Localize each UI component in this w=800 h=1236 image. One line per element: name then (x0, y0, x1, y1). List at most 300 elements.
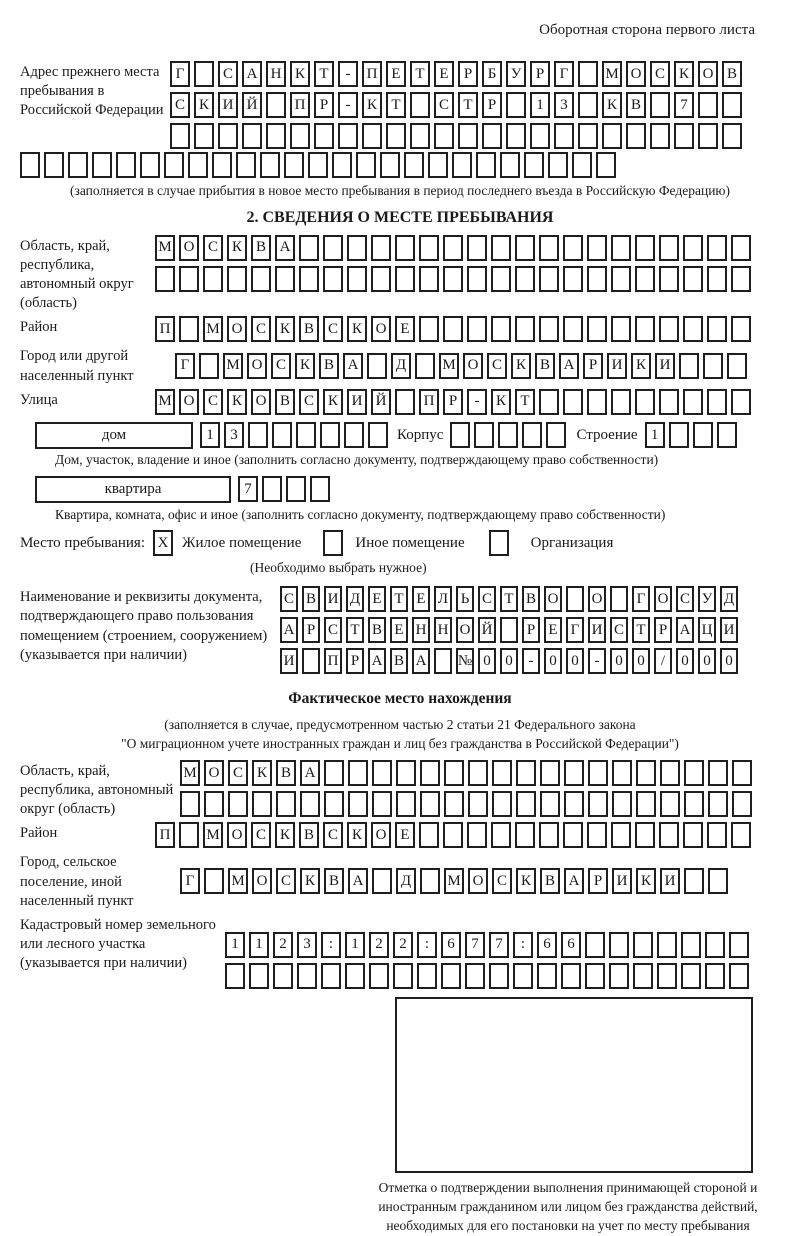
char-cell (727, 353, 747, 379)
char-cell (705, 963, 725, 989)
char-cell: 3 (297, 932, 317, 958)
char-cell: 1 (645, 422, 665, 448)
char-cell: Г (175, 353, 195, 379)
char-cell (465, 963, 485, 989)
char-cell (659, 389, 679, 415)
char-cell (236, 152, 256, 178)
char-cell: К (323, 389, 343, 415)
char-cell (290, 123, 310, 149)
char-cell (419, 266, 439, 292)
char-cell: В (390, 648, 408, 674)
prev-address-line-1 (170, 61, 742, 87)
char-cell: 1 (200, 422, 220, 448)
char-cell (415, 353, 435, 379)
char-cell: А (348, 868, 368, 894)
stamp-area (395, 997, 753, 1173)
char-cell: / (654, 648, 672, 674)
char-cell: С (478, 586, 496, 612)
char-cell: 0 (610, 648, 628, 674)
char-cell (452, 152, 472, 178)
char-cell (609, 932, 629, 958)
char-cell: А (564, 868, 584, 894)
char-cell: О (252, 868, 272, 894)
char-cell (650, 92, 670, 118)
char-cell: 6 (561, 932, 581, 958)
char-cell (262, 476, 282, 502)
char-cell (395, 235, 415, 261)
char-cell: Ц (698, 617, 716, 643)
char-cell (419, 822, 439, 848)
doc-line-1 (280, 586, 738, 612)
char-cell (467, 266, 487, 292)
char-cell (506, 123, 526, 149)
char-cell (635, 822, 655, 848)
char-cell: В (299, 316, 319, 342)
char-cell (731, 316, 751, 342)
char-cell: О (371, 822, 391, 848)
char-cell (348, 791, 368, 817)
char-cell (659, 266, 679, 292)
kadastr-line-2 (225, 963, 749, 989)
char-cell: К (674, 61, 694, 87)
char-cell (218, 123, 238, 149)
char-cell: И (280, 648, 298, 674)
ulitsa-line (155, 389, 751, 415)
char-cell (468, 760, 488, 786)
char-cell (516, 760, 536, 786)
char-cell: Н (434, 617, 452, 643)
char-cell: 0 (566, 648, 584, 674)
char-cell (587, 316, 607, 342)
char-cell: 6 (441, 932, 461, 958)
char-cell (515, 316, 535, 342)
char-cell (180, 791, 200, 817)
char-cell (395, 266, 415, 292)
char-cell (635, 316, 655, 342)
char-cell (252, 791, 272, 817)
char-cell: М (155, 389, 175, 415)
char-cell: Т (632, 617, 650, 643)
char-cell: 0 (544, 648, 562, 674)
char-cell (273, 963, 293, 989)
char-cell: - (467, 389, 487, 415)
char-cell (659, 822, 679, 848)
mesto-label: Место пребывания: (20, 534, 145, 551)
char-cell: Т (346, 617, 364, 643)
char-cell (194, 123, 214, 149)
char-cell (332, 152, 352, 178)
char-cell: И (588, 617, 606, 643)
char-cell (611, 235, 631, 261)
char-cell: С (218, 61, 238, 87)
char-cell (155, 266, 175, 292)
char-cell (314, 123, 334, 149)
char-cell (410, 92, 430, 118)
char-cell (396, 760, 416, 786)
char-cell: В (522, 586, 540, 612)
char-cell: О (463, 353, 483, 379)
char-cell: А (343, 353, 363, 379)
char-cell: К (275, 316, 295, 342)
char-cell (347, 235, 367, 261)
char-cell (170, 123, 190, 149)
char-cell: 7 (674, 92, 694, 118)
char-cell (572, 152, 592, 178)
oblast-line-1 (155, 235, 751, 261)
char-cell: С (251, 316, 271, 342)
char-cell: С (487, 353, 507, 379)
char-cell (92, 152, 112, 178)
char-cell (563, 389, 583, 415)
char-cell (612, 791, 632, 817)
char-cell: Е (395, 316, 415, 342)
char-cell (500, 152, 520, 178)
char-cell: С (203, 389, 223, 415)
gorod-row (20, 345, 780, 385)
char-cell: Р (530, 61, 550, 87)
char-cell: 0 (676, 648, 694, 674)
char-cell (467, 235, 487, 261)
char-cell (657, 963, 677, 989)
char-cell: Е (412, 586, 430, 612)
char-cell: О (227, 316, 247, 342)
fact-raion-line (155, 822, 751, 848)
char-cell (561, 963, 581, 989)
char-cell (707, 389, 727, 415)
char-cell: С (323, 822, 343, 848)
char-cell (635, 389, 655, 415)
char-cell (626, 123, 646, 149)
char-cell (44, 152, 64, 178)
char-cell: Г (180, 868, 200, 894)
fact-gorod-line (180, 868, 728, 894)
char-cell: 0 (698, 648, 716, 674)
char-cell (275, 266, 295, 292)
char-cell (578, 61, 598, 87)
char-cell (530, 123, 550, 149)
char-cell: Т (314, 61, 334, 87)
char-cell (417, 963, 437, 989)
char-cell: : (417, 932, 437, 958)
char-cell (372, 791, 392, 817)
char-cell (368, 422, 388, 448)
char-cell: К (295, 353, 315, 379)
kvartira-caption: Квартира, комната, офис и иное (заполнить согласно документу, подтверждающему право собственности) (55, 506, 666, 522)
char-cell (443, 822, 463, 848)
char-cell: М (155, 235, 175, 261)
char-cell: П (324, 648, 342, 674)
char-cell: У (506, 61, 526, 87)
char-cell (539, 316, 559, 342)
char-cell: К (252, 760, 272, 786)
char-cell: Г (554, 61, 574, 87)
char-cell (369, 963, 389, 989)
char-cell (276, 791, 296, 817)
char-cell (563, 266, 583, 292)
char-cell: К (636, 868, 656, 894)
char-cell (585, 963, 605, 989)
char-cell (225, 963, 245, 989)
char-cell (474, 422, 494, 448)
char-cell (468, 791, 488, 817)
char-cell (348, 760, 368, 786)
char-cell (441, 963, 461, 989)
char-cell (563, 316, 583, 342)
char-cell (707, 316, 727, 342)
char-cell (323, 235, 343, 261)
char-cell (492, 760, 512, 786)
char-cell (320, 422, 340, 448)
kadastr-line-1 (225, 932, 749, 958)
char-cell (450, 422, 470, 448)
char-cell: А (676, 617, 694, 643)
char-cell: И (347, 389, 367, 415)
char-cell (554, 123, 574, 149)
prev-address-row (20, 61, 780, 149)
char-cell (299, 235, 319, 261)
char-cell (203, 266, 223, 292)
char-cell: О (588, 586, 606, 612)
char-cell: 6 (537, 932, 557, 958)
char-cell (204, 868, 224, 894)
char-cell: В (324, 868, 344, 894)
char-cell (611, 316, 631, 342)
kadastr-grid (225, 932, 749, 989)
char-cell (708, 760, 728, 786)
char-cell: Р (522, 617, 540, 643)
char-cell (380, 152, 400, 178)
char-cell: О (179, 389, 199, 415)
char-cell: С (228, 760, 248, 786)
char-cell (731, 266, 751, 292)
char-cell: Р (346, 648, 364, 674)
char-cell (251, 266, 271, 292)
char-cell (731, 389, 751, 415)
char-cell: К (516, 868, 536, 894)
char-cell (731, 822, 751, 848)
fact-raion-row (20, 822, 780, 848)
char-cell: П (362, 61, 382, 87)
gorod-label: Город или другой населенный пункт (20, 348, 134, 384)
dom-caption: Дом, участок, владение и иное (заполнить согласно документу, подтверждающему право собственности) (55, 451, 659, 467)
oblast-label: Область, край, республика, автономный округ (область) (20, 237, 134, 312)
char-cell (467, 316, 487, 342)
char-cell (286, 476, 306, 502)
char-cell (68, 152, 88, 178)
char-cell (707, 822, 727, 848)
zhiloe-label: Жилое помещение (182, 534, 302, 551)
char-cell (20, 152, 40, 178)
char-cell (249, 963, 269, 989)
char-cell: Р (482, 92, 502, 118)
char-cell: А (280, 617, 298, 643)
kvartira-row (35, 476, 780, 503)
char-cell: Р (314, 92, 334, 118)
char-cell: С (676, 586, 694, 612)
char-cell: А (412, 648, 430, 674)
char-cell: 1 (345, 932, 365, 958)
char-cell (546, 422, 566, 448)
kadastr-label: Кадастровый номер земельного или лесного участка (указывается при наличии) (20, 916, 216, 972)
dom-field-box: дом (35, 422, 193, 449)
char-cell (707, 235, 727, 261)
char-cell: 0 (720, 648, 738, 674)
char-cell (242, 123, 262, 149)
char-cell: Е (386, 61, 406, 87)
char-cell (707, 266, 727, 292)
korpus-line (450, 422, 566, 448)
char-cell (228, 791, 248, 817)
char-cell: 7 (238, 476, 258, 502)
char-cell: - (588, 648, 606, 674)
char-cell: Н (412, 617, 430, 643)
char-cell: В (626, 92, 646, 118)
char-cell (564, 760, 584, 786)
char-cell: Ь (456, 586, 474, 612)
char-cell (179, 822, 199, 848)
char-cell (513, 963, 533, 989)
char-cell: С (203, 235, 223, 261)
char-cell (611, 389, 631, 415)
char-cell (179, 266, 199, 292)
char-cell: С (299, 389, 319, 415)
char-cell: П (419, 389, 439, 415)
prev-address-grid (170, 61, 742, 149)
char-cell (419, 316, 439, 342)
char-cell (420, 868, 440, 894)
char-cell: 2 (393, 932, 413, 958)
char-cell (635, 235, 655, 261)
char-cell: В (299, 822, 319, 848)
char-cell (371, 235, 391, 261)
raion-row (20, 316, 780, 342)
char-cell: С (251, 822, 271, 848)
char-cell (489, 963, 509, 989)
fact-oblast-line-2 (180, 791, 752, 817)
char-cell: Г (566, 617, 584, 643)
char-cell (164, 152, 184, 178)
char-cell: К (290, 61, 310, 87)
char-cell (444, 760, 464, 786)
char-cell: М (203, 822, 223, 848)
char-cell (732, 791, 752, 817)
char-cell (588, 791, 608, 817)
char-cell: Е (395, 822, 415, 848)
char-cell (372, 760, 392, 786)
char-cell (585, 932, 605, 958)
char-cell (116, 152, 136, 178)
char-cell: Р (302, 617, 320, 643)
char-cell (683, 266, 703, 292)
char-cell: К (300, 868, 320, 894)
char-cell: О (544, 586, 562, 612)
char-cell (498, 422, 518, 448)
char-cell (708, 791, 728, 817)
char-cell: Т (515, 389, 535, 415)
char-cell (578, 123, 598, 149)
mesto-row (20, 530, 780, 556)
char-cell (681, 963, 701, 989)
char-cell: Е (434, 61, 454, 87)
char-cell: 7 (465, 932, 485, 958)
char-cell (683, 235, 703, 261)
char-cell (693, 422, 713, 448)
char-cell (428, 152, 448, 178)
char-cell: В (319, 353, 339, 379)
char-cell: Й (242, 92, 262, 118)
char-cell: О (227, 822, 247, 848)
char-cell (540, 791, 560, 817)
fact-note-line2: "О миграционном учете иностранных граждан и лиц без гражданства в Российской Федерации") (121, 736, 679, 752)
prev-address-line-3 (170, 123, 742, 149)
inoe-label: Иное помещение (355, 534, 465, 551)
char-cell: П (290, 92, 310, 118)
char-cell (681, 932, 701, 958)
prev-address-caption: (заполняется в случае прибытия в новое место пребывания в период последнего въезда в Российскую Федерацию) (69, 183, 731, 198)
char-cell (684, 760, 704, 786)
char-cell (372, 868, 392, 894)
char-cell (272, 422, 292, 448)
char-cell: Д (720, 586, 738, 612)
char-cell: Е (544, 617, 562, 643)
char-cell: Р (654, 617, 672, 643)
kvartira-number-line (238, 476, 330, 502)
char-cell (347, 266, 367, 292)
char-cell: И (324, 586, 342, 612)
char-cell (371, 266, 391, 292)
char-cell (434, 648, 452, 674)
checkbox-organizaciya (489, 530, 509, 556)
char-cell: Л (434, 586, 452, 612)
char-cell (266, 123, 286, 149)
oblast-row (20, 235, 780, 314)
char-cell: В (368, 617, 386, 643)
char-cell (344, 422, 364, 448)
fact-gorod-label: Город, сельское поселение, иной населенный пункт (20, 854, 134, 909)
char-cell: О (468, 868, 488, 894)
char-cell (302, 648, 320, 674)
char-cell: Т (410, 61, 430, 87)
char-cell: О (179, 235, 199, 261)
char-cell: Т (500, 586, 518, 612)
char-cell (636, 791, 656, 817)
char-cell (308, 152, 328, 178)
char-cell (731, 235, 751, 261)
char-cell (434, 123, 454, 149)
char-cell: С (610, 617, 628, 643)
char-cell: 2 (273, 932, 293, 958)
char-cell (467, 822, 487, 848)
fact-oblast-line-1 (180, 760, 752, 786)
char-cell (356, 152, 376, 178)
char-cell (404, 152, 424, 178)
char-cell (684, 868, 704, 894)
char-cell: У (698, 586, 716, 612)
char-cell (420, 791, 440, 817)
char-cell: О (626, 61, 646, 87)
char-cell (443, 316, 463, 342)
char-cell (443, 266, 463, 292)
fact-oblast-label: Область, край, республика, автономный округ (область) (20, 763, 174, 818)
char-cell: 1 (530, 92, 550, 118)
char-cell: М (602, 61, 622, 87)
prev-address-line-2 (170, 92, 742, 118)
char-cell (194, 61, 214, 87)
char-cell (708, 868, 728, 894)
char-cell: Г (170, 61, 190, 87)
char-cell: О (654, 586, 672, 612)
char-cell (602, 123, 622, 149)
